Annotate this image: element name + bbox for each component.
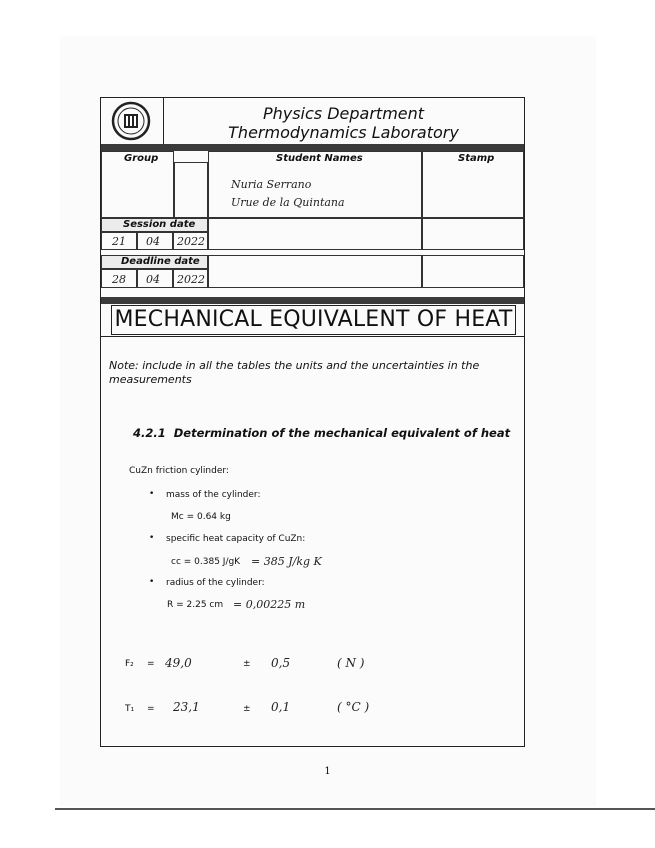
radius-handwritten: = 0,00225 m: [233, 598, 306, 611]
deadline-year: 2022: [177, 273, 205, 286]
session-notes-cell: [208, 218, 422, 250]
radius-value: R = 2.25 cm: [167, 600, 224, 610]
title-band-top: [101, 297, 524, 304]
title-rule: [101, 336, 524, 337]
temperature-plusminus: ±: [243, 704, 251, 714]
bullet-icon: •: [149, 577, 155, 587]
force-value: 49,0: [165, 656, 192, 670]
force-symbol: F₂: [125, 659, 134, 669]
section-heading: [133, 426, 510, 440]
session-date-label: Session date: [123, 219, 196, 230]
deadline-month: 04: [146, 273, 160, 286]
scan-edge: [55, 808, 655, 810]
deadline-day: 28: [112, 273, 126, 286]
heat-capacity-handwritten: = 385 J/kg K: [251, 555, 322, 568]
group-subcell: [174, 162, 208, 218]
force-plusminus: ±: [243, 659, 251, 669]
bullet-icon: •: [149, 489, 155, 499]
heat-capacity-label: specific heat capacity of CuZn:: [166, 534, 306, 544]
radius-label: radius of the cylinder:: [166, 578, 265, 588]
page-number: 1: [324, 766, 331, 777]
note-text: Note: include in all the tables the units and the uncertainties in the measurements: [109, 359, 480, 386]
bullet-icon: •: [149, 533, 155, 543]
university-seal-icon: [110, 101, 152, 141]
deadline-stamp-cell: [422, 255, 524, 288]
group-label: Group: [124, 153, 159, 164]
student-names-label: Student Names: [276, 153, 363, 164]
force-equals: =: [147, 659, 155, 669]
deadline-date-label: Deadline date: [121, 256, 200, 267]
header-band: [101, 144, 524, 151]
temperature-value: 23,1: [173, 700, 200, 714]
student-name-1: Nuria Serrano: [231, 178, 312, 191]
university-logo: [101, 98, 164, 144]
temperature-uncertainty: 0,1: [271, 700, 291, 714]
laboratory-name: Thermodynamics Laboratory: [228, 123, 459, 142]
force-uncertainty: 0,5: [271, 656, 291, 670]
session-day: 21: [112, 235, 126, 248]
section-number: 4.2.1: [133, 426, 166, 440]
temperature-symbol: T₁: [125, 704, 135, 714]
session-month: 04: [146, 235, 160, 248]
page-title: MECHANICAL EQUIVALENT OF HEAT: [111, 305, 516, 335]
section-title: Determination of the mechanical equivalent of heat: [173, 426, 511, 440]
stamp-label: Stamp: [458, 153, 495, 164]
session-stamp-cell: [422, 218, 524, 250]
mass-value: Mᴄ = 0.64 kg: [171, 512, 231, 522]
temperature-equals: =: [147, 704, 155, 714]
force-unit: ( N ): [337, 656, 365, 670]
temperature-unit: ( °C ): [337, 700, 370, 714]
department-heading: [163, 104, 524, 142]
session-year: 2022: [177, 235, 205, 248]
deadline-notes-cell: [208, 255, 422, 288]
department-name: Physics Department: [262, 104, 425, 123]
student-name-2: Urue de la Quintana: [231, 196, 345, 209]
heat-capacity-value: cᴄ = 0.385 J/gK: [171, 557, 241, 567]
cylinder-intro: CuZn friction cylinder:: [129, 466, 229, 476]
worksheet-header: [101, 98, 524, 145]
mass-label: mass of the cylinder:: [166, 490, 261, 500]
worksheet-frame: [100, 97, 525, 747]
